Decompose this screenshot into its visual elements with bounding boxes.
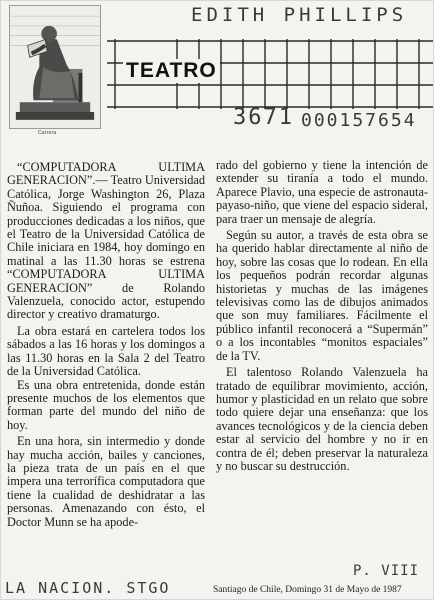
article-paragraph: Es una obra entretenida, donde están presente muchos de los elementos que forman parte del mundo del niño de hoy. [7, 377, 205, 432]
handwritten-name: EDITH PHILLIPS [191, 4, 408, 26]
seated-muse-reading-icon [9, 5, 101, 129]
article-paragraph: Según su autor, a través de esta obra se ha querido hablar directamente al niño de hoy, sobre las cosas que lo rodean. En ella los pequeños podrán recordar algunas historietas y muchas de las imágenes televisivas como las de dibujos animados que son muy familiares. Fácilmente el público infantil reconocerá a “Supermán” o a los incontables “monitos espaciales” de la TV. [216, 228, 428, 363]
handwritten-page-ref: P. VIII [353, 563, 420, 579]
article-column-left [7, 161, 205, 529]
dateline: Santiago de Chile, Domingo 31 de Mayo de 1987 [213, 585, 402, 595]
article-paragraph: rado del gobierno y tiene la intención de extender su tiranía a todo el mundo. Aparece Plavio, una especie de astronauta-payaso-niño, que viene del espacio sideral, para traer un mensaje de alegría. [216, 158, 428, 226]
article-paragraph: El talentoso Rolando Valenzuela ha tratado de equilibrar movimiento, acción, humor y plasticidad en un relato que sobre todo quiere dejar una enseñanza: que los avances tecnológicos y de la ciencia deben estar al servicio del hombre y no ir en contra de él; deben preservar la naturaleza y no buscar su destrucción. [216, 365, 428, 473]
illustration-credit: Carrera [38, 130, 57, 136]
article-paragraph: La obra estará en cartelera todos los sábados a las 16 horas y los domingos a las 11.30 horas en la Sala 2 del Teatro de la Universidad Católica. [7, 323, 205, 379]
article-paragraph: En una hora, sin intermedio y donde hay mucha acción, bailes y canciones, la pieza trata de un país en el que impera una terrorífica computadora que tiene la cualidad de deshidratar a las personas. Amenazando con ésto, el Doctor Munn se ha apode- [7, 434, 205, 529]
article-column-right [216, 159, 428, 473]
article-paragraph: “COMPUTADORA ULTIMA GENERACION”.— Teatro Universidad Católica, Jorge Washington 26, Plaza Ñuñoa. Siguiendo el programa con producciones dedicadas a los niños, que el Teatro de la Universidad Católica de Chile iniciara en 1984, hoy domingo en matinal a las 11.30 horas se estrena “COMPUTADORA ULTIMA GENERACION” de Rolando Valenzuela, conocido actor, estupendo director y creativo dramaturgo. [7, 160, 206, 322]
section-title: TEATRO [123, 59, 220, 83]
handwritten-source: LA NACION. STGO [5, 579, 171, 597]
handwritten-number-b: 000157654 [301, 110, 417, 131]
handwritten-number-a: 3671 [233, 105, 294, 130]
